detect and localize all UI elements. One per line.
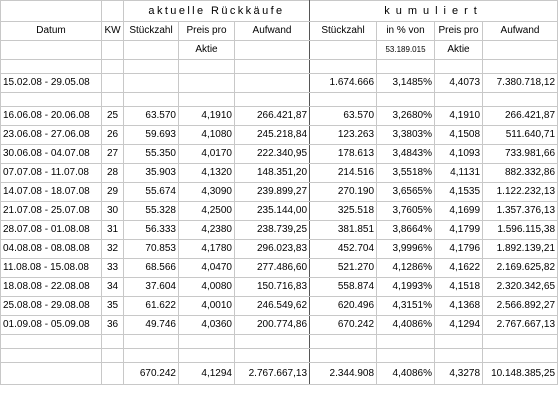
spacer-row (1, 60, 558, 74)
spacer-row (1, 349, 558, 363)
row-date[interactable]: 25.08.08 - 29.08.08 (1, 297, 102, 316)
row-expense[interactable]: 150.716,83 (235, 278, 310, 297)
cell-empty[interactable] (377, 335, 435, 349)
row-week[interactable]: 26 (102, 126, 124, 145)
opening-pct[interactable]: 3,1485% (377, 74, 435, 93)
cell-empty[interactable] (435, 349, 483, 363)
row-price[interactable]: 4,0470 (179, 259, 235, 278)
cell-empty[interactable] (124, 74, 179, 93)
row-cum-price[interactable]: 4,1093 (435, 145, 483, 164)
row-cum-shares[interactable]: 214.516 (310, 164, 377, 183)
row-date[interactable]: 28.07.08 - 01.08.08 (1, 221, 102, 240)
cell-empty[interactable] (1, 60, 102, 74)
row-expense[interactable]: 266.421,87 (235, 107, 310, 126)
cell-empty[interactable] (310, 93, 377, 107)
row-cum-expense[interactable]: 1.596.115,38 (483, 221, 558, 240)
cell-empty[interactable] (124, 41, 179, 60)
table-row (1, 316, 558, 335)
row-price[interactable]: 4,1080 (179, 126, 235, 145)
row-cum-price[interactable]: 4,1294 (435, 316, 483, 335)
row-expense[interactable]: 296.023,83 (235, 240, 310, 259)
cell-empty[interactable] (1, 1, 102, 22)
row-shares[interactable]: 68.566 (124, 259, 179, 278)
row-pct[interactable]: 3,9996% (377, 240, 435, 259)
header-pct-line1[interactable]: in % von (377, 22, 435, 41)
row-cum-shares[interactable]: 325.518 (310, 202, 377, 221)
row-pct[interactable]: 4,1993% (377, 278, 435, 297)
row-cum-expense[interactable]: 1.892.139,21 (483, 240, 558, 259)
total-cum-shares[interactable]: 2.344.908 (310, 363, 377, 385)
table-row (1, 278, 558, 297)
row-cum-shares[interactable]: 63.570 (310, 107, 377, 126)
cell-empty[interactable] (235, 335, 310, 349)
row-cum-price[interactable]: 4,1622 (435, 259, 483, 278)
total-cum-expense[interactable]: 10.148.385,25 (483, 363, 558, 385)
row-shares[interactable]: 56.333 (124, 221, 179, 240)
cell-empty[interactable] (377, 60, 435, 74)
cell-empty[interactable] (1, 93, 102, 107)
row-price[interactable]: 4,1910 (179, 107, 235, 126)
cell-empty[interactable] (179, 93, 235, 107)
spacer-row (1, 335, 558, 349)
column-header-row-2 (1, 41, 558, 60)
row-shares[interactable]: 70.853 (124, 240, 179, 259)
total-pct[interactable]: 4,4086% (377, 363, 435, 385)
row-cum-expense[interactable]: 1.357.376,13 (483, 202, 558, 221)
cell-empty[interactable] (102, 93, 124, 107)
row-shares[interactable]: 55.674 (124, 183, 179, 202)
opening-cum-expense[interactable]: 7.380.718,12 (483, 74, 558, 93)
row-pct[interactable]: 3,5518% (377, 164, 435, 183)
cell-empty[interactable] (102, 41, 124, 60)
row-price[interactable]: 4,3090 (179, 183, 235, 202)
table-row (1, 221, 558, 240)
table-row (1, 202, 558, 221)
column-header-row-1 (1, 22, 558, 41)
row-pct[interactable]: 3,8664% (377, 221, 435, 240)
cell-empty[interactable] (310, 41, 377, 60)
cell-empty[interactable] (310, 335, 377, 349)
row-cum-expense[interactable]: 2.767.667,13 (483, 316, 558, 335)
header-cum-price-line2[interactable]: Aktie (435, 41, 483, 60)
cell-empty[interactable] (235, 74, 310, 93)
group-header-row (1, 1, 558, 22)
row-week[interactable]: 34 (102, 278, 124, 297)
cell-empty[interactable] (310, 349, 377, 363)
row-expense[interactable]: 239.899,27 (235, 183, 310, 202)
total-cum-price[interactable]: 4,3278 (435, 363, 483, 385)
row-cum-price[interactable]: 4,1131 (435, 164, 483, 183)
header-price-line1[interactable]: Preis pro (179, 22, 235, 41)
row-price[interactable]: 4,2380 (179, 221, 235, 240)
row-cum-price[interactable]: 4,1910 (435, 107, 483, 126)
cell-empty[interactable] (102, 74, 124, 93)
row-cum-price[interactable]: 4,1368 (435, 297, 483, 316)
row-cum-expense[interactable]: 511.640,71 (483, 126, 558, 145)
table-row (1, 126, 558, 145)
row-shares[interactable]: 49.746 (124, 316, 179, 335)
row-date[interactable]: 11.08.08 - 15.08.08 (1, 259, 102, 278)
cell-empty[interactable] (483, 349, 558, 363)
group-header-cumulative[interactable]: kumuliert (310, 1, 558, 22)
cell-empty[interactable] (179, 74, 235, 93)
row-pct[interactable]: 4,4086% (377, 316, 435, 335)
cell-empty[interactable] (1, 41, 102, 60)
row-week[interactable]: 32 (102, 240, 124, 259)
row-date[interactable]: 01.09.08 - 05.09.08 (1, 316, 102, 335)
row-date[interactable]: 30.06.08 - 04.07.08 (1, 145, 102, 164)
header-cum-shares[interactable]: Stückzahl (310, 22, 377, 41)
cell-empty[interactable] (102, 335, 124, 349)
row-shares[interactable]: 55.350 (124, 145, 179, 164)
opening-cum-price[interactable]: 4,4073 (435, 74, 483, 93)
row-shares[interactable]: 59.693 (124, 126, 179, 145)
row-cum-price[interactable]: 4,1535 (435, 183, 483, 202)
row-cum-expense[interactable]: 733.981,66 (483, 145, 558, 164)
cell-empty[interactable] (235, 349, 310, 363)
total-price[interactable]: 4,1294 (179, 363, 235, 385)
row-cum-shares[interactable]: 521.270 (310, 259, 377, 278)
row-date[interactable]: 21.07.08 - 25.07.08 (1, 202, 102, 221)
cell-empty[interactable] (124, 93, 179, 107)
cell-empty[interactable] (1, 349, 102, 363)
cell-empty[interactable] (102, 363, 124, 385)
row-week[interactable]: 27 (102, 145, 124, 164)
row-pct[interactable]: 3,3803% (377, 126, 435, 145)
cell-empty[interactable] (179, 335, 235, 349)
table-row (1, 259, 558, 278)
row-shares[interactable]: 55.328 (124, 202, 179, 221)
row-price[interactable]: 4,1780 (179, 240, 235, 259)
row-pct[interactable]: 3,7605% (377, 202, 435, 221)
total-expense[interactable]: 2.767.667,13 (235, 363, 310, 385)
row-cum-shares[interactable]: 452.704 (310, 240, 377, 259)
row-price[interactable]: 4,0170 (179, 145, 235, 164)
row-expense[interactable]: 246.549,62 (235, 297, 310, 316)
cell-empty[interactable] (235, 60, 310, 74)
row-date[interactable]: 14.07.08 - 18.07.08 (1, 183, 102, 202)
cell-empty[interactable] (377, 349, 435, 363)
row-cum-expense[interactable]: 1.122.232,13 (483, 183, 558, 202)
header-cum-expense[interactable]: Aufwand (483, 22, 558, 41)
header-cum-price-line1[interactable]: Preis pro (435, 22, 483, 41)
row-price[interactable]: 4,0010 (179, 297, 235, 316)
table-row (1, 183, 558, 202)
table-row (1, 240, 558, 259)
row-cum-shares[interactable]: 270.190 (310, 183, 377, 202)
cell-empty[interactable] (483, 335, 558, 349)
cell-empty[interactable] (1, 363, 102, 385)
row-cum-expense[interactable]: 882.332,86 (483, 164, 558, 183)
row-cum-shares[interactable]: 123.263 (310, 126, 377, 145)
row-expense[interactable]: 277.486,60 (235, 259, 310, 278)
row-cum-price[interactable]: 4,1518 (435, 278, 483, 297)
header-week[interactable]: KW (102, 22, 124, 41)
cell-empty[interactable] (435, 60, 483, 74)
row-shares[interactable]: 35.903 (124, 164, 179, 183)
header-expense[interactable]: Aufwand (235, 22, 310, 41)
cell-empty[interactable] (483, 93, 558, 107)
table-row (1, 297, 558, 316)
row-cum-expense[interactable]: 2.566.892,27 (483, 297, 558, 316)
row-cum-price[interactable]: 4,1699 (435, 202, 483, 221)
row-shares[interactable]: 37.604 (124, 278, 179, 297)
row-cum-shares[interactable]: 620.496 (310, 297, 377, 316)
header-date[interactable]: Datum (1, 22, 102, 41)
row-cum-shares[interactable]: 670.242 (310, 316, 377, 335)
header-pct-line2[interactable]: 53.189.015 (377, 41, 435, 60)
row-cum-shares[interactable]: 381.851 (310, 221, 377, 240)
row-pct[interactable]: 3,2680% (377, 107, 435, 126)
row-week[interactable]: 31 (102, 221, 124, 240)
cell-empty[interactable] (235, 93, 310, 107)
spacer-row (1, 93, 558, 107)
row-expense[interactable]: 235.144,00 (235, 202, 310, 221)
totals-row (1, 363, 558, 385)
group-header-current[interactable]: aktuelle Rückkäufe (124, 1, 310, 22)
cell-empty[interactable] (435, 335, 483, 349)
row-cum-expense[interactable]: 2.169.625,82 (483, 259, 558, 278)
row-cum-expense[interactable]: 266.421,87 (483, 107, 558, 126)
row-cum-shares[interactable]: 558.874 (310, 278, 377, 297)
table-row (1, 145, 558, 164)
table-row (1, 164, 558, 183)
table-row (1, 107, 558, 126)
row-week[interactable]: 29 (102, 183, 124, 202)
row-price[interactable]: 4,1320 (179, 164, 235, 183)
row-expense[interactable]: 200.774,86 (235, 316, 310, 335)
cell-empty[interactable] (124, 60, 179, 74)
opening-row (1, 74, 558, 93)
row-expense[interactable]: 238.739,25 (235, 221, 310, 240)
cell-empty[interactable] (483, 60, 558, 74)
row-expense[interactable]: 148.351,20 (235, 164, 310, 183)
row-date[interactable]: 23.06.08 - 27.06.08 (1, 126, 102, 145)
row-pct[interactable]: 4,3151% (377, 297, 435, 316)
row-expense[interactable]: 222.340,95 (235, 145, 310, 164)
row-shares[interactable]: 63.570 (124, 107, 179, 126)
row-week[interactable]: 25 (102, 107, 124, 126)
cell-empty[interactable] (102, 60, 124, 74)
row-shares[interactable]: 61.622 (124, 297, 179, 316)
row-date[interactable]: 18.08.08 - 22.08.08 (1, 278, 102, 297)
row-expense[interactable]: 245.218,84 (235, 126, 310, 145)
row-cum-price[interactable]: 4,1796 (435, 240, 483, 259)
cell-empty[interactable] (102, 1, 124, 22)
row-date[interactable]: 04.08.08 - 08.08.08 (1, 240, 102, 259)
row-pct[interactable]: 3,6565% (377, 183, 435, 202)
row-week[interactable]: 36 (102, 316, 124, 335)
cell-empty[interactable] (124, 335, 179, 349)
row-week[interactable]: 28 (102, 164, 124, 183)
cell-empty[interactable] (235, 41, 310, 60)
row-cum-price[interactable]: 4,1799 (435, 221, 483, 240)
cell-empty[interactable] (179, 60, 235, 74)
row-week[interactable]: 33 (102, 259, 124, 278)
row-pct[interactable]: 3,4843% (377, 145, 435, 164)
cell-empty[interactable] (179, 349, 235, 363)
total-shares[interactable]: 670.242 (124, 363, 179, 385)
header-shares[interactable]: Stückzahl (124, 22, 179, 41)
cell-empty[interactable] (310, 60, 377, 74)
row-cum-expense[interactable]: 2.320.342,65 (483, 278, 558, 297)
cell-empty[interactable] (435, 93, 483, 107)
row-week[interactable]: 35 (102, 297, 124, 316)
opening-date[interactable]: 15.02.08 - 29.05.08 (1, 74, 102, 93)
row-cum-shares[interactable]: 178.613 (310, 145, 377, 164)
row-date[interactable]: 07.07.08 - 11.07.08 (1, 164, 102, 183)
row-price[interactable]: 4,0080 (179, 278, 235, 297)
header-price-line2[interactable]: Aktie (179, 41, 235, 60)
cell-empty[interactable] (377, 93, 435, 107)
row-date[interactable]: 16.06.08 - 20.06.08 (1, 107, 102, 126)
row-price[interactable]: 4,2500 (179, 202, 235, 221)
cell-empty[interactable] (124, 349, 179, 363)
row-pct[interactable]: 4,1286% (377, 259, 435, 278)
row-week[interactable]: 30 (102, 202, 124, 221)
cell-empty[interactable] (102, 349, 124, 363)
cell-empty[interactable] (1, 335, 102, 349)
cell-empty[interactable] (483, 41, 558, 60)
opening-cum-shares[interactable]: 1.674.666 (310, 74, 377, 93)
row-cum-price[interactable]: 4,1508 (435, 126, 483, 145)
row-price[interactable]: 4,0360 (179, 316, 235, 335)
